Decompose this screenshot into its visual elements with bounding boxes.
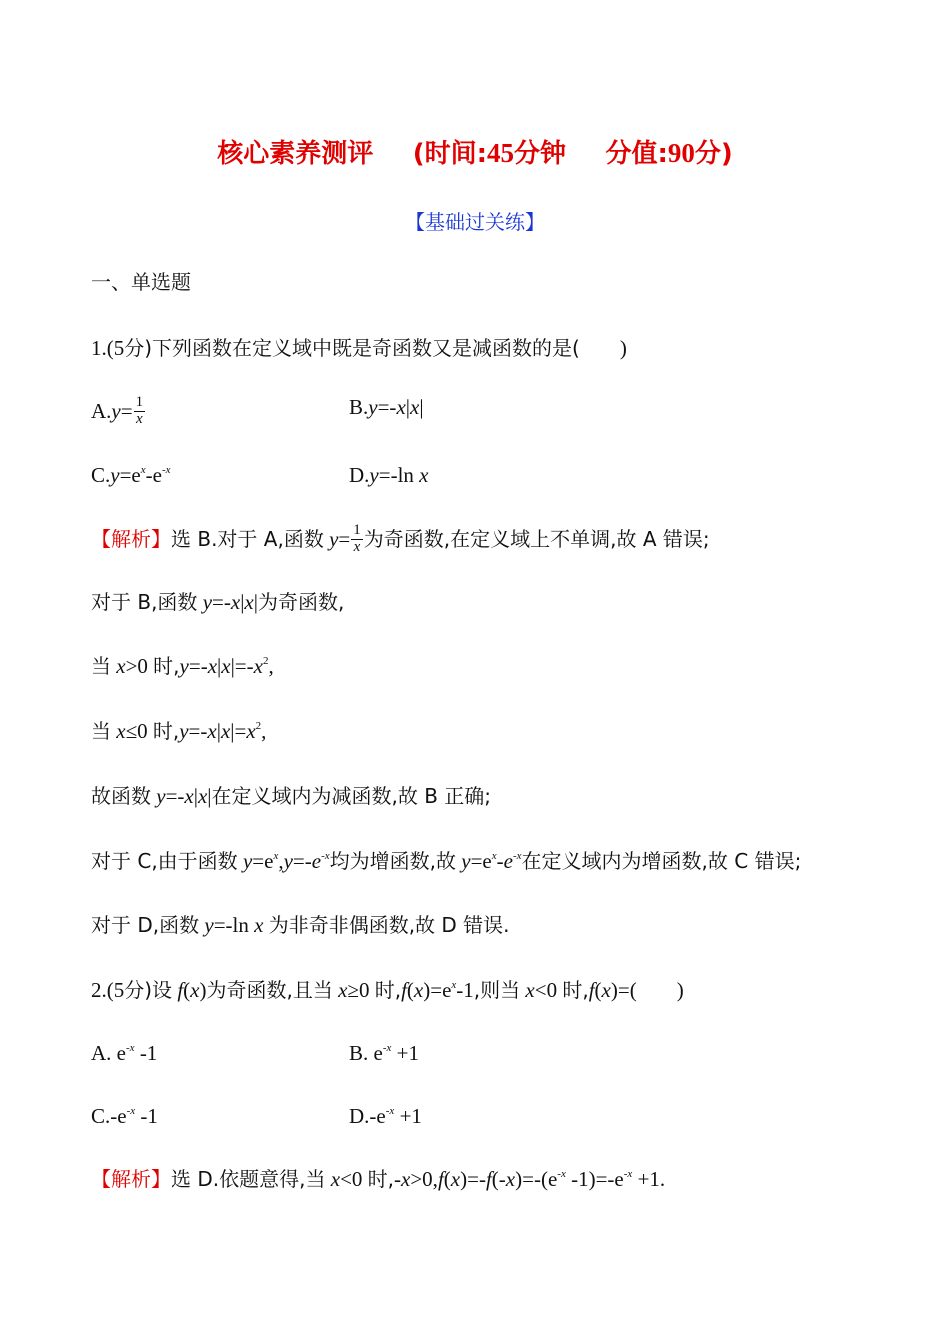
title-time-value: 45	[486, 138, 514, 168]
q1-option-c: $C.y=e^x-e^{-x}$	[91, 463, 171, 487]
text: ,则当	[473, 978, 521, 1002]
text: 为奇函数,在定义域上不单调,故 A 错误;	[363, 527, 710, 552]
text: 选 D.依题意得,当	[171, 1167, 326, 1191]
q2-option-c: $C.-e^{-x}$ -1	[91, 1104, 158, 1128]
text: 分)设	[124, 978, 173, 1002]
q1-solution-line7: 对于 D,函数 y=-ln x 为非奇非偶函数,故 D 错误.	[91, 913, 510, 937]
page-title	[0, 133, 950, 170]
title-score-unit: 分)	[694, 139, 733, 169]
q2-options-row2	[91, 1104, 422, 1128]
title-main: 核心素养测评	[217, 139, 374, 169]
q2-stem: 2.(5分)设 f(x)为奇函数,且当 x≥0 时$,f(x)=e^x-1$,则当 x<0 时,f(x)=( )	[91, 978, 684, 1002]
q1-solution-line3: 当 x>0 时$,y=-x|x|=-x^2$,	[91, 654, 274, 678]
q1-solution-line5: 故函数 y=-x|x|在定义域内为减函数,故 B 正确;	[91, 784, 492, 808]
title-score-label: 分值:	[605, 139, 668, 169]
title-score-value: 90	[667, 138, 695, 168]
text: 当	[91, 654, 111, 678]
q1-option-d: D.y=-ln x	[349, 463, 429, 487]
text: 为奇函数,	[257, 590, 345, 614]
text: 为非奇非偶函数,故 D 错误.	[268, 913, 510, 937]
q1-text: 分)下列函数在定义域中既是奇函数又是减函数的是(	[124, 336, 580, 360]
q1-option-a: A.y= $\frac{1}{x}$	[91, 394, 144, 427]
text: 时,	[562, 978, 589, 1002]
q1-solution-line6: 对于 C,由于函数 $y=e^x,y=-e^{-x}$均为增函数,故 $y=e^x-e^{-x}$在定义域内为增函数,故 C 错误;	[91, 849, 802, 873]
q2-option-b: B. $e^{-x} +1$	[349, 1041, 419, 1065]
text: 时,	[153, 654, 180, 678]
q2-option-b-label: B.	[349, 1041, 374, 1065]
q2-options-row1	[91, 1041, 419, 1065]
q1-option-d-label: D.	[349, 463, 370, 487]
text: 时,	[374, 978, 402, 1002]
text: 对于 B,函数	[91, 590, 198, 614]
section-heading: 一、单选题	[91, 270, 191, 294]
q2-option-d: $D.-e^{-x} +1$	[349, 1104, 422, 1128]
q1-option-b: B.y=-x|x|	[349, 395, 424, 419]
q1-option-a-label: A.	[91, 399, 112, 424]
q2-option-c-label: C.	[91, 1104, 111, 1128]
solution-tag: 【解析】	[91, 1167, 171, 1191]
text: 时,	[367, 1167, 395, 1191]
fraction: $\frac{1}{x}$	[353, 522, 361, 555]
solution-tag: 【解析】	[91, 527, 171, 552]
text: 时,	[152, 719, 180, 743]
q2-number: 2.(5	[91, 978, 125, 1002]
title-time-label: (时间:	[412, 139, 487, 169]
text: 选 B.对于 A,函数	[171, 527, 324, 552]
q1-solution-line1: 【解析】选 B.对于 A,函数 y= $\frac{1}{x}$ 为奇函数,在定义域上不单调,故 A 错误;	[91, 522, 710, 555]
text: 故函数	[91, 784, 151, 808]
text: 对于 D,函数	[91, 913, 200, 937]
q1-number: 1.(5	[91, 336, 125, 360]
q1-stem	[91, 338, 627, 359]
text: 在定义域内为减函数,故 B 正确;	[211, 784, 492, 808]
q1-option-c-label: C.	[91, 463, 111, 487]
q2-paren-close: )	[676, 978, 684, 1002]
q1-options-row1	[91, 394, 424, 430]
q2-option-a-label: A.	[91, 1041, 117, 1065]
q1-solution-line2: 对于 B,函数 y=-x|x|为奇函数,	[91, 590, 345, 614]
text: 均为增函数,故	[329, 849, 456, 873]
section-subtitle: 【基础过关练】	[405, 210, 545, 234]
title-time-unit: 分钟	[513, 139, 566, 169]
q1-paren-close: )	[619, 336, 627, 360]
q1-options-row2	[91, 463, 429, 487]
text: 在定义域内为增函数,故 C 错误;	[521, 849, 802, 873]
fraction: $\frac{1}{x}$	[135, 394, 144, 427]
q2-option-a: A. $e^{-x}$ -1	[91, 1041, 158, 1065]
text: 对于 C,由于函数	[91, 849, 238, 873]
text: 当	[91, 719, 111, 743]
q2-solution: 【解析】选 D.依题意得,当 x<0 时$,-x>0,f(x)=-f(-x)=-(e^{-x}$ $-1)=-e^{-x} +1$.	[91, 1167, 666, 1191]
q1-option-b-label: B.	[349, 395, 369, 419]
q2-option-d-label: D.	[349, 1104, 370, 1128]
text: 为奇函数,且当	[206, 978, 333, 1002]
q1-solution-line4: 当 x≤0 时$,y=-x|x|=x^2$,	[91, 719, 267, 743]
